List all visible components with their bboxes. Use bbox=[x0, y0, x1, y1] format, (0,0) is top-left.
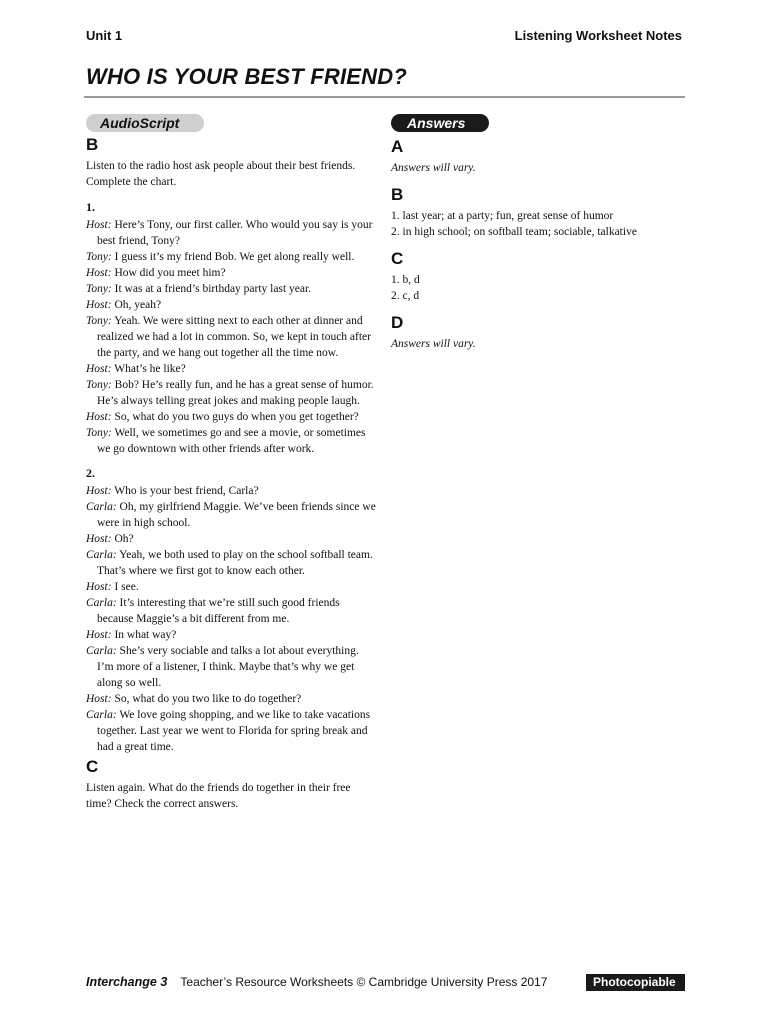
section-b-instruction: Listen to the radio host ask people about their best friends. Complete the chart. bbox=[86, 160, 356, 188]
answer-c-item: 2. c, d bbox=[391, 290, 420, 302]
conversation-number: 1. bbox=[86, 200, 95, 214]
speaker-name: Carla: bbox=[86, 645, 117, 657]
copyright: Teacher’s Resource Worksheets © Cambridge University Press 2017 bbox=[180, 975, 548, 989]
dialogue-line bbox=[86, 707, 378, 755]
answers-tag: Answers bbox=[391, 114, 489, 132]
dialogue-line bbox=[86, 361, 378, 377]
dialogue-line bbox=[86, 483, 378, 499]
speaker-name: Host: bbox=[86, 629, 112, 641]
speech-text: Here’s Tony, our first caller. Who would you say is your best friend, Tony? bbox=[97, 219, 373, 247]
dialogue-line bbox=[86, 265, 378, 281]
speaker-name: Carla: bbox=[86, 549, 117, 561]
photocopiable-badge: Photocopiable bbox=[586, 974, 685, 991]
speech-text: It’s interesting that we’re still such good friends because Maggie’s a bit different from me. bbox=[97, 597, 340, 625]
dialogue-line bbox=[86, 531, 378, 547]
footer bbox=[86, 975, 686, 989]
speech-text: Bob? He’s really fun, and he has a great sense of humor. He’s always telling great jokes and making people laugh. bbox=[97, 379, 374, 407]
speaker-name: Host: bbox=[86, 363, 112, 375]
speaker-name: Host: bbox=[86, 693, 112, 705]
speaker-name: Tony: bbox=[86, 379, 112, 391]
speaker-name: Host: bbox=[86, 581, 112, 593]
speech-text: It was at a friend’s birthday party last year. bbox=[114, 283, 312, 295]
speaker-name: Host: bbox=[86, 219, 112, 231]
speech-text: Oh, yeah? bbox=[114, 299, 162, 311]
speech-text: What’s he like? bbox=[114, 363, 186, 375]
speech-text: How did you meet him? bbox=[114, 267, 226, 279]
speaker-name: Host: bbox=[86, 267, 112, 279]
speech-text: Oh? bbox=[114, 533, 134, 545]
answer-b-item: 2. in high school; on softball team; sociable, talkative bbox=[391, 226, 637, 238]
audioscript-tag: AudioScript bbox=[86, 114, 204, 132]
dialogue-line bbox=[86, 377, 378, 409]
speech-text: I see. bbox=[114, 581, 139, 593]
speech-text: I guess it’s my friend Bob. We get along really well. bbox=[114, 251, 355, 263]
dialogue-line bbox=[86, 547, 378, 579]
dialogue-line bbox=[86, 409, 378, 425]
answer-a-text: Answers will vary. bbox=[391, 162, 476, 174]
dialogue-line bbox=[86, 499, 378, 531]
dialogue-line bbox=[86, 217, 378, 249]
speaker-name: Host: bbox=[86, 299, 112, 311]
speech-text: So, what do you two guys do when you get together? bbox=[114, 411, 359, 423]
audioscript-column bbox=[86, 114, 378, 812]
speaker-name: Host: bbox=[86, 533, 112, 545]
dialogue-line bbox=[86, 579, 378, 595]
section-c-letter: C bbox=[86, 757, 99, 776]
dialogue-line bbox=[86, 249, 378, 265]
speaker-name: Host: bbox=[86, 411, 112, 423]
conversation-gap bbox=[86, 457, 378, 465]
speaker-name: Carla: bbox=[86, 597, 117, 609]
answer-a-letter: A bbox=[391, 137, 404, 156]
answer-d-text: Answers will vary. bbox=[391, 338, 476, 350]
dialogue-line bbox=[86, 643, 378, 691]
answer-c-item: 1. b, d bbox=[391, 274, 420, 286]
speech-text: She’s very sociable and talks a lot about everything. I’m more of a listener, I think. Maybe that’s why we get along so well. bbox=[97, 645, 359, 689]
speech-text: We love going shopping, and we like to take vacations together. Last year we went to Florida for spring break and had a great time. bbox=[97, 709, 371, 753]
section-b-letter: B bbox=[86, 135, 99, 154]
speaker-name: Tony: bbox=[86, 283, 112, 295]
conversations bbox=[86, 199, 378, 755]
speaker-name: Tony: bbox=[86, 427, 112, 439]
speech-text: Well, we sometimes go and see a movie, or sometimes we go downtown with other friends after work. bbox=[97, 427, 366, 455]
speech-text: In what way? bbox=[114, 629, 177, 641]
dialogue-line bbox=[86, 281, 378, 297]
speech-text: Yeah. We were sitting next to each other at dinner and realized we had a lot in common. So, we kept in touch after the party, and we hang out together all the time now. bbox=[97, 315, 371, 359]
dialogue-line bbox=[86, 313, 378, 361]
title-divider bbox=[84, 96, 685, 98]
speaker-name: Host: bbox=[86, 485, 112, 497]
unit-label: Unit 1 bbox=[86, 28, 123, 43]
speech-text: Who is your best friend, Carla? bbox=[114, 485, 259, 497]
speech-text: Yeah, we both used to play on the school softball team. That’s where we first got to know each other. bbox=[97, 549, 373, 577]
book-title: Interchange 3 bbox=[86, 975, 168, 989]
speaker-name: Carla: bbox=[86, 501, 117, 513]
answers-column bbox=[391, 114, 691, 352]
answer-b-item: 1. last year; at a party; fun, great sense of humor bbox=[391, 210, 614, 222]
answer-b-letter: B bbox=[391, 185, 404, 204]
section-label: Listening Worksheet Notes bbox=[514, 28, 682, 43]
dialogue-line bbox=[86, 297, 378, 313]
conversation-number: 2. bbox=[86, 466, 95, 480]
dialogue-line bbox=[86, 425, 378, 457]
page-title: WHO IS YOUR BEST FRIEND? bbox=[86, 64, 407, 89]
answer-d-letter: D bbox=[391, 313, 404, 332]
dialogue-line bbox=[86, 691, 378, 707]
speaker-name: Carla: bbox=[86, 709, 117, 721]
dialogue-line bbox=[86, 595, 378, 627]
speech-text: So, what do you two like to do together? bbox=[114, 693, 302, 705]
speech-text: Oh, my girlfriend Maggie. We’ve been friends since we were in high school. bbox=[97, 501, 376, 529]
speaker-name: Tony: bbox=[86, 251, 112, 263]
dialogue-line bbox=[86, 627, 378, 643]
section-c-instruction: Listen again. What do the friends do together in their free time? Check the correct answers. bbox=[86, 782, 351, 810]
answer-c-letter: C bbox=[391, 249, 404, 268]
speaker-name: Tony: bbox=[86, 315, 112, 327]
